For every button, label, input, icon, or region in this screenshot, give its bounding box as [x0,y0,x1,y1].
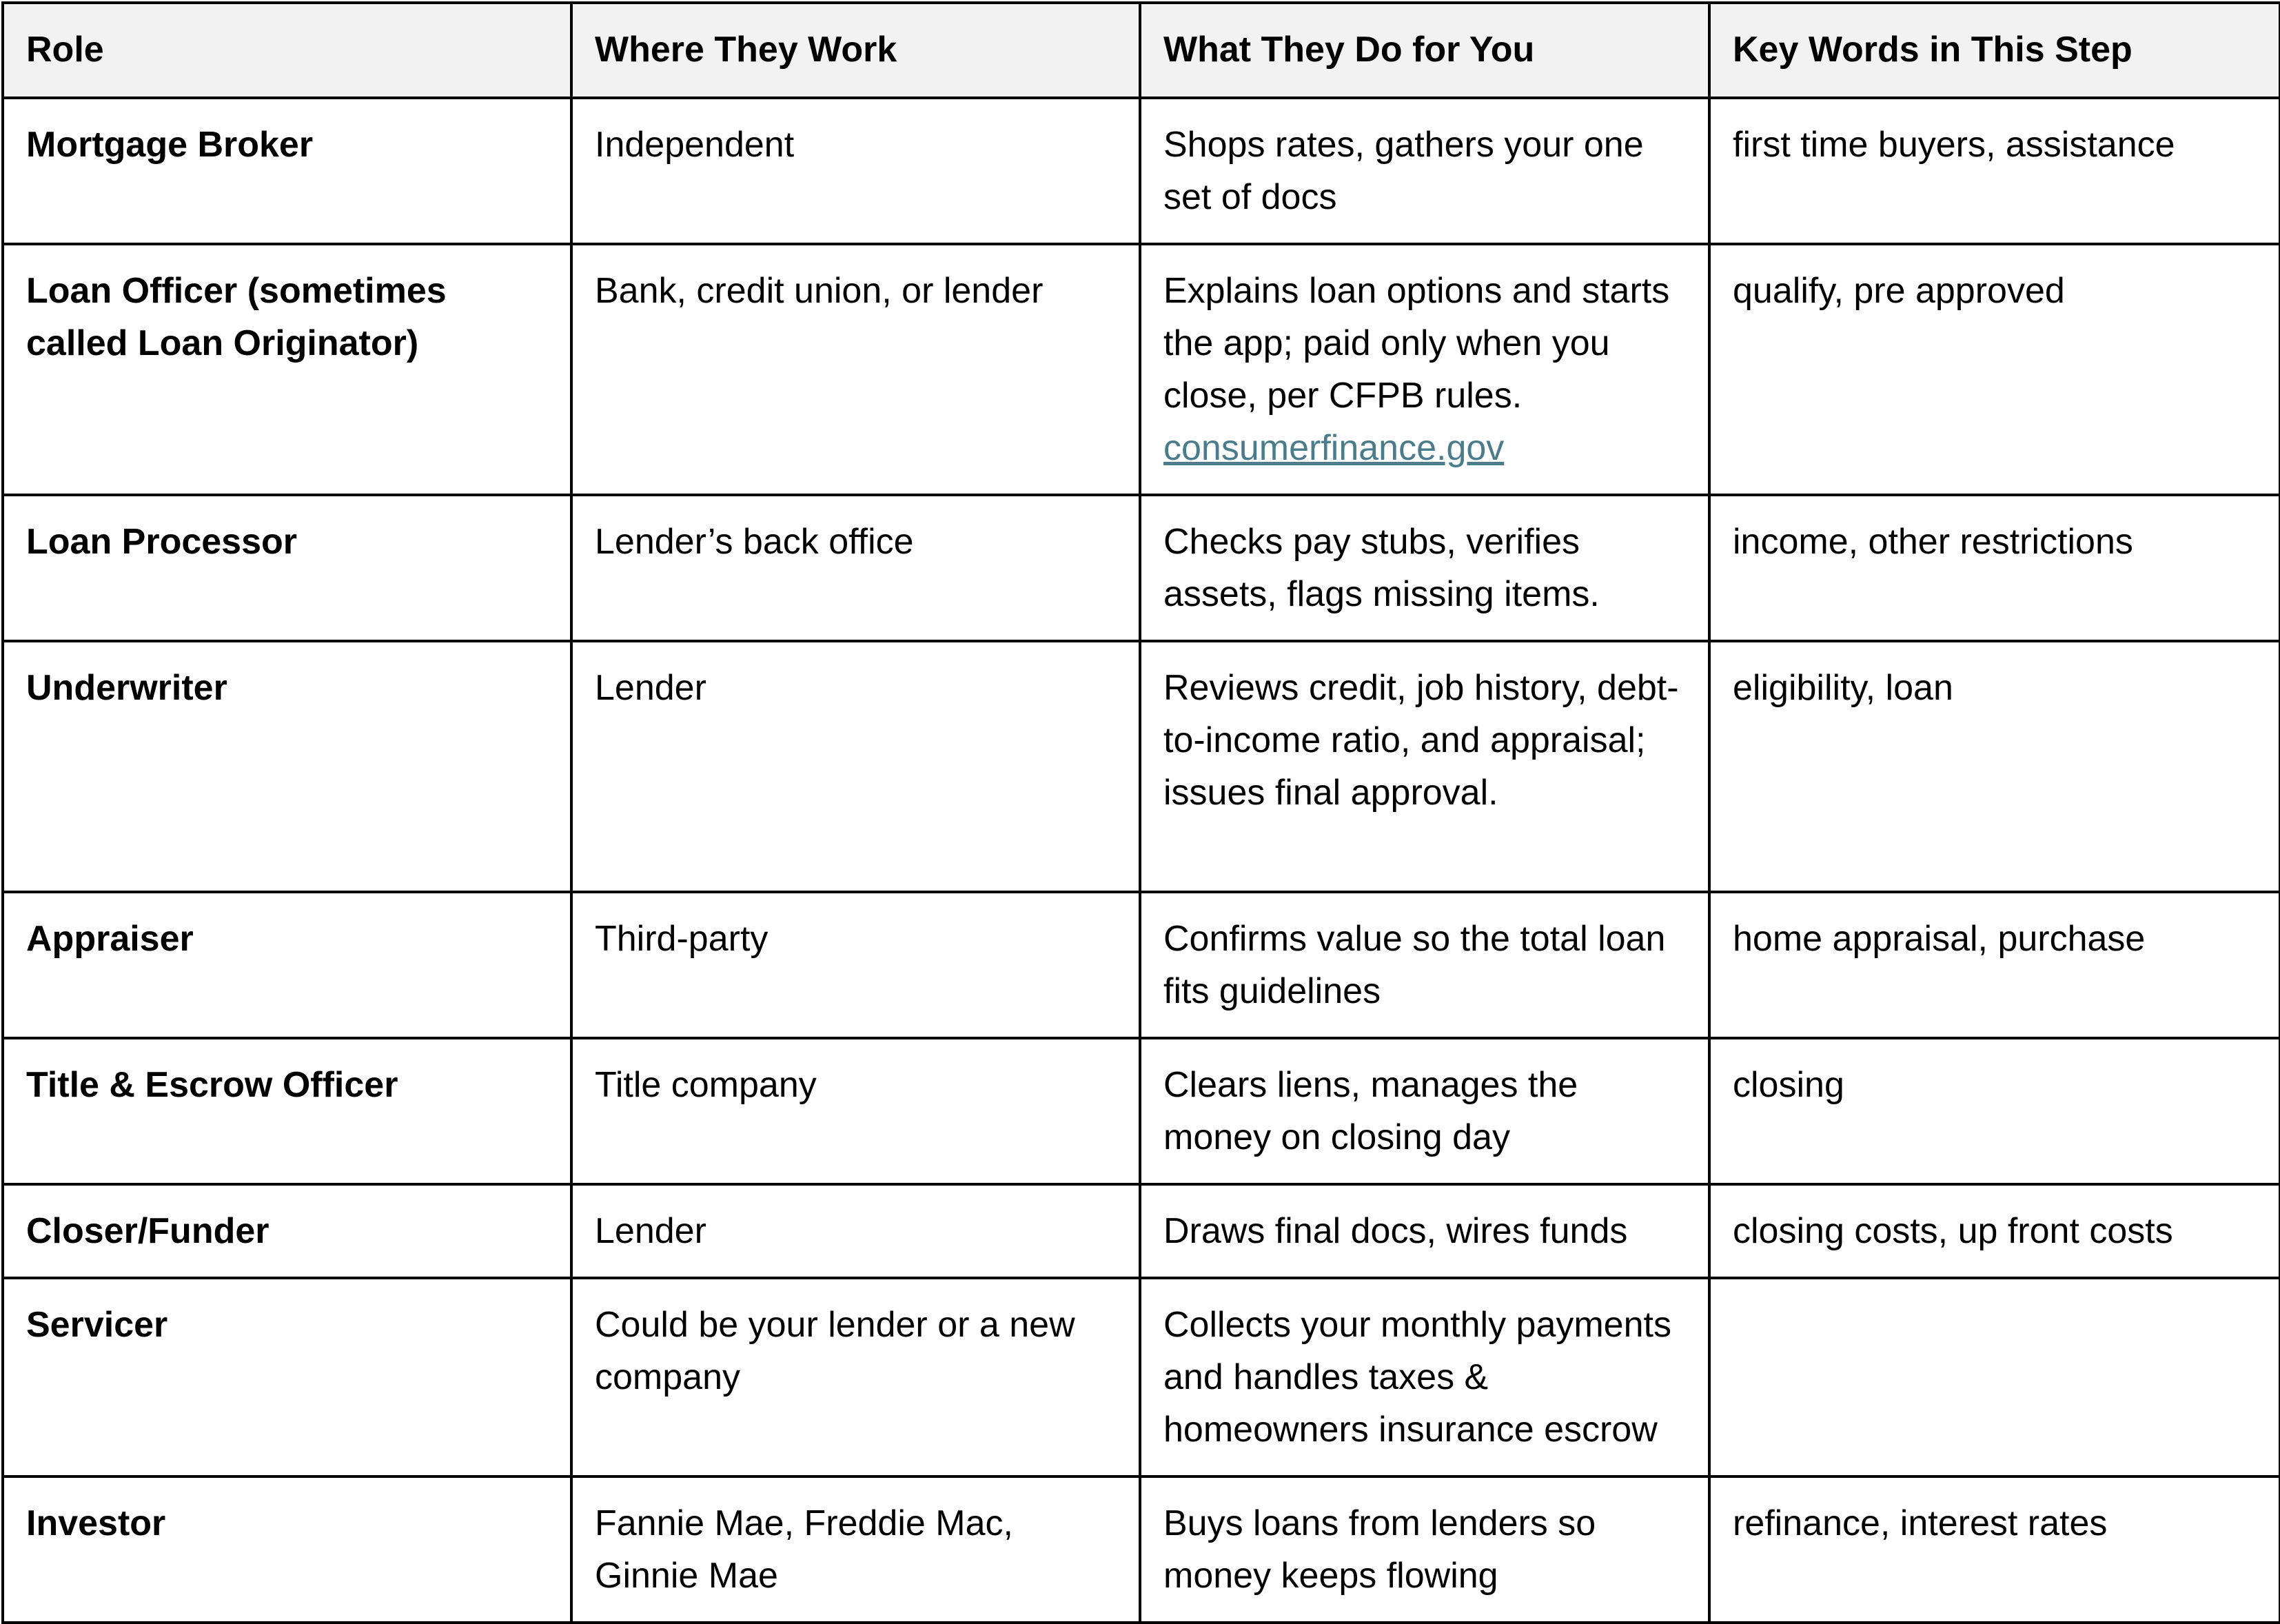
table-row [3,98,2280,244]
role-cell: Servicer [3,1278,571,1476]
what-text: Explains loan options and starts the app; paid only when you close, per CFPB rules. [1163,271,1670,416]
where-cell: Lender’s back office [571,495,1140,641]
keywords-cell: closing costs, up front costs [1709,1184,2280,1278]
what-cell: Draws final docs, wires funds [1140,1184,1709,1278]
keywords-cell: first time buyers, assistance [1709,98,2280,244]
what-cell [1140,244,1709,495]
keywords-cell: eligibility, loan [1709,641,2280,892]
what-cell: Shops rates, gathers your one set of docs [1140,98,1709,244]
mortgage-roles-table [1,1,2280,1624]
where-cell: Lender [571,1184,1140,1278]
header-what-they-do: What They Do for You [1140,3,1709,98]
role-cell: Title & Escrow Officer [3,1038,571,1184]
keywords-cell: qualify, pre approved [1709,244,2280,495]
table-row [3,495,2280,641]
keywords-cell: closing [1709,1038,2280,1184]
where-cell: Title company [571,1038,1140,1184]
role-cell: Investor [3,1476,571,1623]
table-row [3,1038,2280,1184]
role-cell: Closer/Funder [3,1184,571,1278]
what-cell: Confirms value so the total loan fits guidelines [1140,892,1709,1038]
what-cell: Reviews credit, job history, debt-to-income ratio, and appraisal; issues final approval. [1140,641,1709,892]
role-cell: Mortgage Broker [3,98,571,244]
table-row [3,1476,2280,1623]
where-cell: Fannie Mae, Freddie Mac, Ginnie Mae [571,1476,1140,1623]
keywords-cell: home appraisal, purchase [1709,892,2280,1038]
keywords-cell: refinance, interest rates [1709,1476,2280,1623]
where-cell: Independent [571,98,1140,244]
role-cell: Loan Processor [3,495,571,641]
where-cell: Third-party [571,892,1140,1038]
where-cell: Lender [571,641,1140,892]
keywords-cell [1709,1278,2280,1476]
table-row [3,641,2280,892]
where-cell: Could be your lender or a new company [571,1278,1140,1476]
what-cell: Checks pay stubs, verifies assets, flags missing items. [1140,495,1709,641]
role-cell: Underwriter [3,641,571,892]
consumerfinance-link[interactable]: consumerfinance.gov [1163,428,1505,468]
what-cell: Collects your monthly payments and handles taxes & homeowners insurance escrow [1140,1278,1709,1476]
header-role: Role [3,3,571,98]
where-cell: Bank, credit union, or lender [571,244,1140,495]
mortgage-roles-table-container [1,1,2279,1624]
what-cell: Buys loans from lenders so money keeps flowing [1140,1476,1709,1623]
table-row [3,244,2280,495]
header-key-words: Key Words in This Step [1709,3,2280,98]
keywords-cell: income, other restrictions [1709,495,2280,641]
table-row [3,892,2280,1038]
table-row [3,1278,2280,1476]
what-cell: Clears liens, manages the money on closing day [1140,1038,1709,1184]
header-where-they-work: Where They Work [571,3,1140,98]
role-cell: Loan Officer (sometimes called Loan Originator) [3,244,571,495]
role-cell: Appraiser [3,892,571,1038]
table-header-row [3,3,2280,98]
table-row [3,1184,2280,1278]
